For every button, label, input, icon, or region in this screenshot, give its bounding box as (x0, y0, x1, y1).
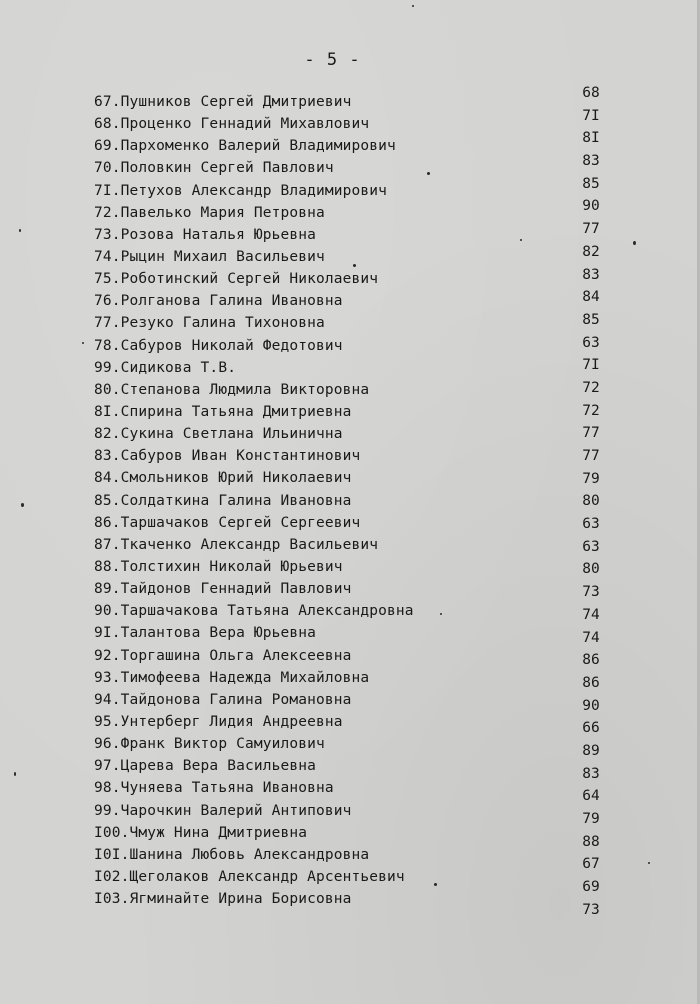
list-item: 84.Смольников Юрий Николаевич (94, 470, 352, 487)
list-item: 94.Тайдонова Галина Романовна (94, 691, 352, 708)
list-item: I03.Ягминайте Ирина Борисовна (94, 891, 352, 908)
paper-speck (520, 239, 522, 241)
score-value: 74 (582, 629, 600, 646)
list-item: 68.Проценко Геннадий Михавлович (94, 116, 370, 133)
score-value: 85 (582, 311, 600, 328)
score-value: 8I (582, 130, 600, 147)
list-item: 7I.Петухов Александр Владимирович (94, 182, 388, 199)
score-value: 69 (582, 879, 600, 896)
score-value: 84 (582, 289, 600, 306)
list-item: I0I.Шанина Любовь Александровна (94, 846, 370, 863)
paper-speck (19, 229, 21, 232)
list-item: 87.Ткаченко Александр Васильевич (94, 536, 379, 553)
paper-speck (434, 883, 437, 886)
score-value: 72 (582, 379, 600, 396)
score-value: 90 (582, 697, 600, 714)
score-value: 80 (582, 561, 600, 578)
paper-speck (412, 5, 414, 7)
list-item: 99.Чарочкин Валерий Антипович (94, 802, 352, 819)
list-item: 67.Пушников Сергей Дмитриевич (94, 94, 352, 110)
list-item: 99.Сидикова Т.В. (94, 359, 237, 376)
paper-speck (21, 503, 24, 507)
list-item: 69.Пархоменко Валерий Владимирович (94, 138, 396, 155)
paper-speck (353, 264, 356, 267)
list-item: 74.Рыцин Михаил Васильевич (94, 248, 325, 265)
list-item: 76.Ролганова Галина Ивановна (94, 293, 343, 310)
list-item: 89.Тайдонов Геннадий Павлович (94, 581, 352, 598)
paper-speck (14, 772, 16, 776)
score-value: 82 (582, 243, 600, 260)
score-value: 72 (582, 402, 600, 419)
list-item: 90.Таршачакова Татьяна Александровна (94, 603, 414, 620)
list-item: 77.Резуко Галина Тихоновна (94, 315, 325, 332)
list-item: 95.Унтерберг Лидия Андреевна (94, 713, 343, 730)
list-item: 86.Таршачаков Сергей Сергеевич (94, 514, 361, 531)
score-value: 80 (582, 493, 600, 510)
list-item: 78.Сабуров Николай Федотович (94, 337, 343, 354)
list-item: 82.Сукина Светлана Ильинична (94, 426, 343, 443)
list-item: 73.Розова Наталья Юрьевна (94, 226, 316, 243)
list-item: I02.Щеголаков Александр Арсентьевич (94, 868, 405, 885)
paper-speck (633, 241, 636, 245)
score-value: 64 (582, 788, 600, 805)
list-item: 88.Толстихин Николай Юрьевич (94, 558, 343, 575)
list-item: I00.Чмуж Нина Дмитриевна (94, 824, 308, 841)
list-item: 80.Степанова Людмила Викторовна (94, 381, 370, 398)
list-item: 83.Сабуров Иван Константинович (94, 448, 361, 465)
paper-speck (82, 342, 84, 344)
list-item: 92.Торгашина Ольга Алексеевна (94, 647, 352, 664)
scores-list (576, 82, 606, 921)
score-value: 63 (582, 334, 600, 351)
score-value: 79 (582, 811, 600, 827)
score-value: 90 (582, 198, 600, 215)
score-value: 86 (582, 674, 600, 691)
score-value: 7I (582, 107, 600, 124)
score-value: 83 (582, 153, 600, 170)
score-value: 68 (582, 85, 600, 101)
score-value: 83 (582, 266, 600, 283)
paper-speck (427, 172, 430, 175)
list-item: 98.Чуняева Татьяна Ивановна (94, 780, 334, 797)
list-item: 93.Тимофеева Надежда Михайловна (94, 669, 370, 686)
score-value: 77 (582, 425, 600, 442)
score-value: 89 (582, 742, 600, 759)
score-value: 66 (582, 720, 600, 737)
paper-speck (440, 613, 442, 615)
list-item: 72.Павелько Мария Петровна (94, 204, 325, 221)
score-value: 86 (582, 652, 600, 669)
list-item: 8I.Спирина Татьяна Дмитриевна (94, 403, 352, 420)
score-value: 77 (582, 221, 600, 238)
score-value: 73 (582, 901, 600, 918)
score-value: 79 (582, 470, 600, 487)
page-number: - 5 - (304, 50, 361, 70)
list-item: 70.Половкин Сергей Павлович (94, 160, 334, 177)
names-list (94, 91, 414, 910)
score-value: 74 (582, 606, 600, 623)
score-value: 7I (582, 357, 600, 374)
list-item: 75.Роботинский Сергей Николаевич (94, 271, 379, 288)
score-value: 63 (582, 538, 600, 555)
score-value: 73 (582, 584, 600, 601)
score-value: 63 (582, 516, 600, 533)
paper-speck (648, 862, 650, 864)
score-value: 77 (582, 448, 600, 464)
list-item: 96.Франк Виктор Самуилович (94, 736, 325, 753)
score-value: 67 (582, 856, 600, 873)
list-item: 9I.Талантова Вера Юрьевна (94, 625, 316, 642)
score-value: 83 (582, 765, 600, 782)
score-value: 88 (582, 833, 600, 850)
list-item: 97.Царева Вера Васильевна (94, 758, 316, 775)
list-item: 85.Солдаткина Галина Ивановна (94, 492, 352, 509)
score-value: 85 (582, 175, 600, 192)
